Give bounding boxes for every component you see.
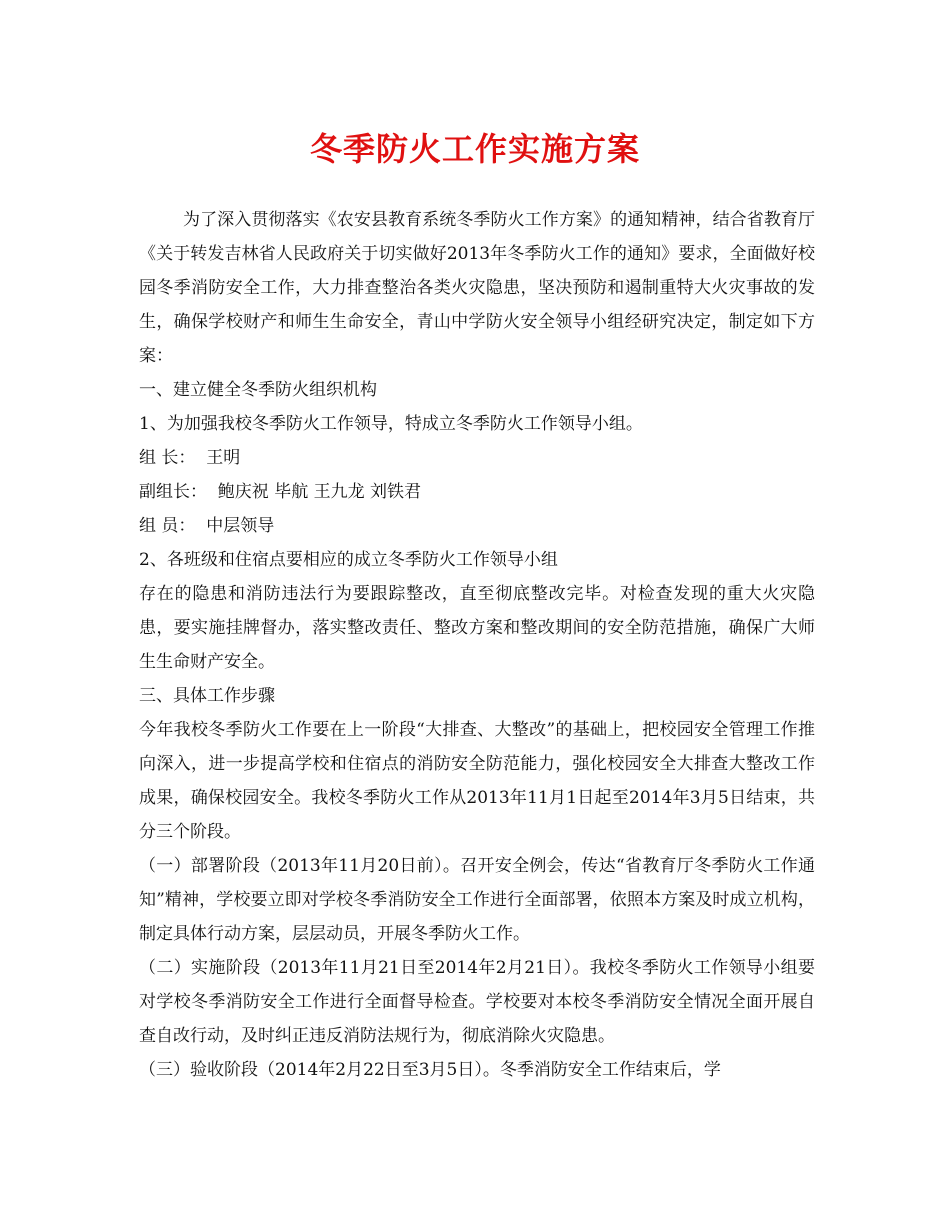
section-heading: 一、建立健全冬季防火组织机构 <box>139 380 377 400</box>
list-item: 1、为加强我校冬季防火工作领导，特成立冬季防火工作领导小组。 <box>139 414 643 434</box>
intro-paragraph: 为了深入贯彻落实《农安县教育系统冬季防火工作方案》的通知精神，结合省教育厅《关于转发吉林省人民政府关于切实做好2013年冬季防火工作的通知》要求，全面做好校园冬季消防安全工作，大力排查整治各类火灾隐患，坚决预防和遏制重特大火灾事故的发生，确保学校财产和师生生命安全，青山中学防火安全领导小组经研究决定，制定如下方案： <box>139 210 815 366</box>
stage-paragraph: （二）实施阶段（2013年11月21日至2014年2月21日）。我校冬季防火工作领导小组要对学校冬季消防安全工作进行全面督导检查。学校要对本校冬季消防安全情况全面开展自查自改行动，及时纠正违反消防法规行为，彻底消除火灾隐患。 <box>139 958 815 1046</box>
list-item: 2、各班级和住宿点要相应的成立冬季防火工作领导小组 <box>139 550 558 570</box>
members-line: 组 员： 中层领导 <box>139 516 275 536</box>
steps-intro-paragraph: 今年我校冬季防火工作要在上一阶段“大排查、大整改”的基础上，把校园安全管理工作推向深入，进一步提高学校和住宿点的消防安全防范能力，强化校园安全大排查大整改工作成果，确保校园安全。我校冬季防火工作从2013年11月1日起至2014年3月5日结束，共分三个阶段。 <box>139 720 815 842</box>
deputy-leaders-line: 副组长： 鲍庆祝 毕航 王九龙 刘铁君 <box>139 482 422 502</box>
rectification-paragraph: 存在的隐患和消防违法行为要跟踪整改，直至彻底整改完毕。对检查发现的重大火灾隐患，要实施挂牌督办，落实整改责任、整改方案和整改期间的安全防范措施，确保广大师生生命财产安全。 <box>139 584 815 672</box>
stage-paragraph: （三）验收阶段（2014年2月22日至3月5日）。冬季消防安全工作结束后，学 <box>139 1060 721 1080</box>
stage-paragraph: （一）部署阶段（2013年11月20日前）。召开安全例会，传达“省教育厅冬季防火工作通知”精神，学校要立即对学校冬季消防安全工作进行全面部署，依照本方案及时成立机构，制定具体行动方案，层层动员，开展冬季防火工作。 <box>139 856 815 944</box>
document-body <box>139 203 815 1087</box>
section-heading: 三、具体工作步骤 <box>139 686 275 706</box>
document-title: 冬季防火工作实施方案 <box>309 130 640 168</box>
leader-line: 组 长： 王明 <box>139 448 241 468</box>
